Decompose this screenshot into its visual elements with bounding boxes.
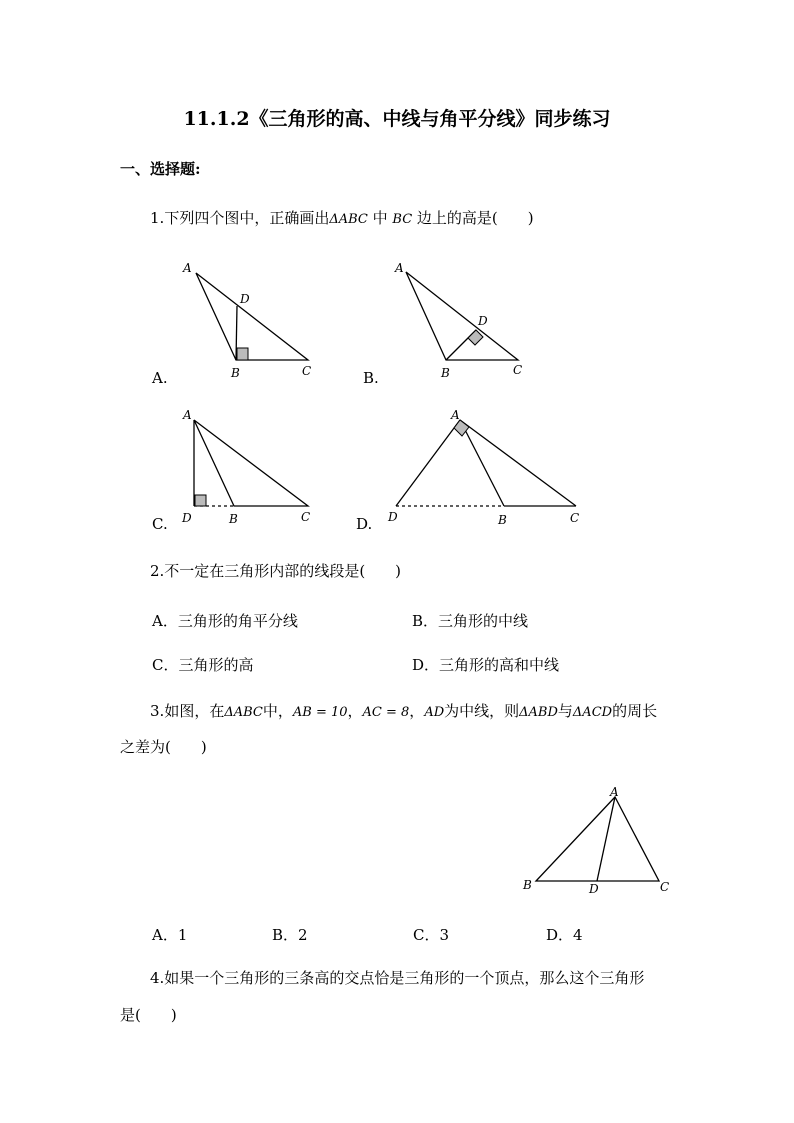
question-text: ， xyxy=(409,702,425,720)
question-text: 边上的高是( ) xyxy=(412,209,534,227)
question-number: 3. xyxy=(150,702,165,720)
label-a: A xyxy=(451,408,460,422)
question-text: 的周长 xyxy=(612,702,658,720)
option-a: A．1 xyxy=(152,926,188,944)
label-a: A xyxy=(610,785,619,799)
option-b: B．三角形的中线 xyxy=(412,612,529,630)
option-d: D．4 xyxy=(546,926,583,944)
question-4-line-2: 是( ) xyxy=(120,1006,177,1024)
math-triangle: ΔABC xyxy=(224,705,263,720)
option-b: B．2 xyxy=(272,926,308,944)
label-a: A xyxy=(183,408,192,422)
page-title: 11.1.2《三角形的高、中线与角平分线》同步练习 xyxy=(183,108,611,130)
math-ad: AD xyxy=(424,705,445,720)
label-b: B xyxy=(498,513,507,527)
math-ab: AB = 10 xyxy=(292,705,348,720)
math-acd: ΔACD xyxy=(572,705,613,720)
option-label-c: C. xyxy=(152,515,168,533)
question-text: 下列四个图中，正确画出 xyxy=(164,209,330,227)
math-segment: BC xyxy=(392,212,413,227)
label-c: C xyxy=(660,880,670,894)
section-heading: 一、选择题: xyxy=(120,160,201,178)
question-text: ， xyxy=(347,702,363,720)
label-c: C xyxy=(570,511,580,525)
label-a: A xyxy=(183,261,192,275)
option-a: A．三角形的角平分线 xyxy=(152,612,298,630)
question-text: 为中线，则 xyxy=(444,702,520,720)
label-d: D xyxy=(182,511,192,525)
label-b: B xyxy=(231,366,240,380)
label-b: B xyxy=(523,878,532,892)
option-label-b: B. xyxy=(363,369,379,387)
label-d: D xyxy=(388,510,398,524)
question-text: 如图，在 xyxy=(164,702,225,720)
question-2: 2.不一定在三角形内部的线段是( ) xyxy=(150,562,402,580)
option-label-a: A. xyxy=(152,369,168,387)
option-c: C．三角形的高 xyxy=(152,656,254,674)
question-text: 中 xyxy=(367,209,393,227)
math-triangle: ΔABC xyxy=(329,212,368,227)
label-d: D xyxy=(240,292,250,306)
math-abd: ΔABD xyxy=(519,705,558,720)
question-3-line-2: 之差为( ) xyxy=(120,738,207,756)
option-c: C．3 xyxy=(413,926,450,944)
question-4: 4.如果一个三角形的三条高的交点恰是三角形的一个顶点，那么这个三角形 xyxy=(150,969,645,987)
math-ac: AC = 8 xyxy=(362,705,410,720)
question-number: 1. xyxy=(150,209,165,227)
label-c: C xyxy=(301,510,311,524)
label-d: D xyxy=(478,314,488,328)
option-d: D．三角形的高和中线 xyxy=(412,656,560,674)
label-b: B xyxy=(229,512,238,526)
label-a: A xyxy=(395,261,404,275)
question-text: 与 xyxy=(557,702,573,720)
label-d: D xyxy=(589,882,599,896)
label-c: C xyxy=(513,363,523,377)
label-b: B xyxy=(441,366,450,380)
question-text: 中， xyxy=(262,702,293,720)
option-label-d: D. xyxy=(356,515,373,533)
label-c: C xyxy=(302,364,312,378)
